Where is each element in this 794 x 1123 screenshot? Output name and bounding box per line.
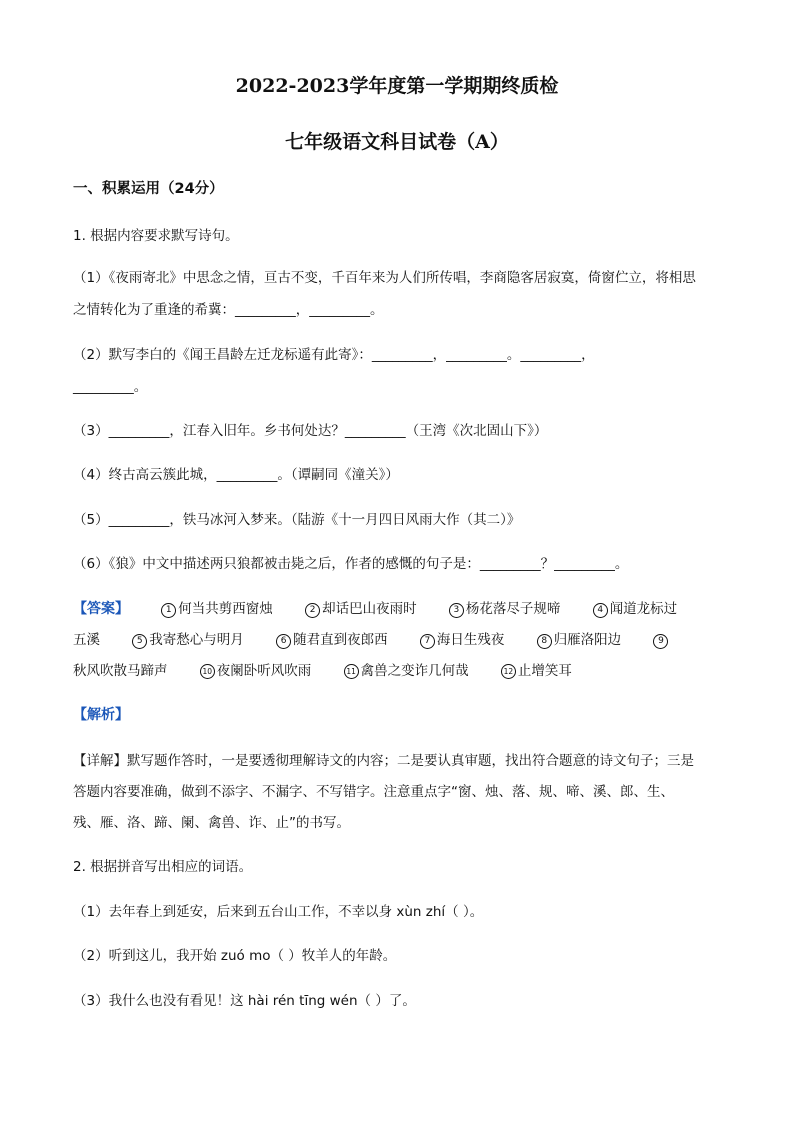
detail-line-1: 【详解】默写题作答时，一是要透彻理解诗文的内容；二是要认真审题，找出符合题意的诗文句子；三是 [73,753,694,769]
analysis-tag: 【解析】 [73,707,129,723]
q1-item-1-line2: 之情转化为了重逢的希冀：_________，_________。 [73,302,384,318]
answer-marker: 3 [449,603,464,618]
answer-marker: 8 [537,634,552,649]
q2-item-3: （3）我什么也没有看见！这 hài rén tīng wén（ ）了。 [73,993,416,1009]
exam-subtitle: 七年级语文科目试卷（A） [285,131,509,153]
q1-item-5: （5）_________，铁马冰河入梦来。（陆游《十一月四日风雨大作（其二）》 [73,512,521,528]
answer-text: 海日生残夜 [436,632,505,648]
answer-text: 何当共剪西窗烛 [178,601,273,617]
answer-text: 止增笑耳 [517,663,572,679]
answer-line-2 [73,628,670,649]
q1-item-2-line2: _________。 [73,379,148,395]
answer-line-3 [73,659,572,679]
answer-marker: 7 [420,634,435,649]
q1-item-3: （3）_________，江春入旧年。乡书何处达？_________（王湾《次北固山下》） [73,423,548,439]
q1-item-6: （6）《狼》中文中描述两只狼都被击毙之后，作者的感慨的句子是：_________？_________。 [73,556,629,572]
answer-marker: 6 [276,634,291,649]
answer-text: 我寄愁心与明月 [149,632,244,648]
answer-marker: 9 [653,634,668,649]
exam-title: 2022-2023学年度第一学期期终质检 [235,75,559,97]
answer-line-1 [73,597,677,618]
answer-tag: 【答案】 [73,601,129,617]
answer-marker: 12 [501,664,516,679]
answer-text: 禽兽之变诈几何哉 [360,663,469,679]
answer-marker: 4 [593,603,608,618]
question-2-stem: 2. 根据拼音写出相应的词语。 [73,859,253,875]
answer-text: 随君直到夜郎西 [293,632,388,648]
detail-line-2: 答题内容要准确，做到不添字、不漏字、不写错字。注意重点字“窗、烛、落、规、啼、溪、郎、生、 [73,784,674,800]
answer-text: 夜阑卧听风吹雨 [216,663,312,679]
q1-item-2-line1: （2）默写李白的《闻王昌龄左迁龙标遥有此寄》：_________，_________。_________， [73,347,595,363]
answer-marker: 10 [200,664,215,679]
question-1-stem: 1. 根据内容要求默写诗句。 [73,228,239,244]
q2-item-1: （1）去年春上到延安，后来到五台山工作，不幸以身 xùn zhí（ ）。 [73,904,484,920]
answer-marker: 5 [132,634,147,649]
answer-text: 却话巴山夜雨时 [322,601,417,617]
section-heading: 一、积累运用（24分） [73,181,224,197]
detail-line-3: 残、雁、洛、蹄、阑、禽兽、诈、止”的书写。 [73,815,350,831]
answer-text: 秋风吹散马蹄声 [73,663,168,679]
answer-text: 五溪 [73,632,100,648]
q1-item-1-line1: （1）《夜雨寄北》中思念之情，亘古不变，千百年来为人们所传唱，李商隐客居寂寞，倚窗伫立，将相思 [73,270,696,286]
answer-text: 闻道龙标过 [609,601,678,617]
answer-marker: 1 [161,603,176,618]
answer-marker: 2 [305,603,320,618]
q2-item-2: （2）听到这儿，我开始 zuó mo（ ）牧羊人的年龄。 [73,948,397,964]
q1-item-4: （4）终古高云簇此城，_________。（谭嗣同《潼关》） [73,467,399,483]
answer-text: 归雁洛阳边 [553,632,622,648]
answer-text: 杨花落尽子规啼 [465,601,561,617]
answer-marker: 11 [344,664,359,679]
